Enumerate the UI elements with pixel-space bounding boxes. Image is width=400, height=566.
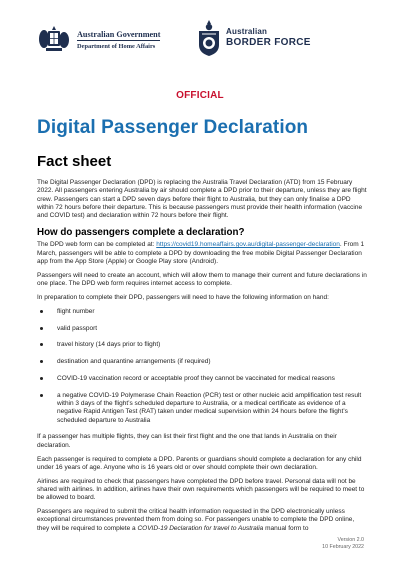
page-header [0, 0, 400, 78]
manual-form-title: COVID-19 Declaration for travel to Australia [137, 524, 264, 532]
manual-form-prefix: Passengers are required to submit the critical health information requested in the DPD electronically unless exceptional circumstances prevented them from doing so. For passengers unable to complete the DPD online, they will be required to complete a [37, 508, 355, 532]
list-item [37, 358, 367, 366]
page-footer [322, 537, 364, 551]
list-item-text: destination and quarantine arrangements (if required) [57, 358, 211, 366]
list-item [37, 375, 367, 383]
home-affairs-wordmark [77, 29, 160, 51]
list-item [37, 308, 367, 316]
webform-suffix: . From 1 March, passengers will be able to complete a DPD by downloading the free mobile Digital Passenger Declaration app from the App Store (Apple) or Google Play store (Android). [37, 241, 365, 266]
document-title: Digital Passenger Declaration [37, 117, 309, 138]
list-item-text: travel history (14 days prior to flight) [57, 341, 161, 349]
bullet-icon [40, 327, 43, 330]
preparation-paragraph: In preparation to complete their DPD, passengers will need to have the following information on hand: [37, 293, 329, 301]
webform-prefix: The DPD web form can be completed at: [37, 241, 157, 249]
airlines-paragraph: Airlines are required to check that passengers have completed the DPD before travel. Personal data will not be shared with airlines. In addition, airlines have their own requirements which passengers will be required to meet to be allowed to board. [37, 477, 365, 502]
abf-line-2: BORDER FORCE [226, 37, 311, 48]
account-paragraph: Passengers will need to create an account, which will allow them to manage their current and future declarations in one place. The DPD web form requires internet access to complete. [37, 271, 367, 288]
bullet-icon [40, 394, 43, 397]
list-item-text: flight number [57, 307, 95, 315]
abf-line-1: Australian [226, 27, 268, 36]
each-passenger-paragraph: Each passenger is required to complete a DPD. Parents or guardians should complete a declaration for any child under 16 years of age. Anyone who is 16 years old or over should complete their own declaration. [37, 455, 362, 471]
document-subtitle: Fact sheet [37, 153, 112, 170]
section-heading: How do passengers complete a declaration? [37, 227, 245, 239]
list-item-text: valid passport [57, 324, 98, 332]
list-item [37, 392, 367, 425]
document-body [37, 179, 367, 538]
webform-paragraph [37, 241, 367, 266]
classification-marking: OFFICIAL [176, 90, 224, 101]
manual-form-suffix: manual form to [263, 524, 309, 532]
list-item-text: COVID-19 vaccination record or acceptable proof they cannot be vaccinated for medical reasons [57, 374, 335, 382]
multiple-flights-paragraph: If a passenger has multiple flights, they can list their first flight and the one that lands in Australia on their declaration. [37, 433, 337, 449]
list-item [37, 341, 367, 349]
bullet-icon [40, 310, 43, 313]
bullet-icon [40, 360, 43, 363]
dpd-webform-link[interactable]: https://covid19.homeaffairs.gov.au/digital-passenger-declaration [156, 241, 340, 249]
border-force-logo [196, 18, 366, 62]
home-affairs-logo [37, 25, 197, 61]
required-info-list [37, 308, 367, 425]
border-force-crest-icon [196, 18, 222, 58]
intro-paragraph: The Digital Passenger Declaration (DPD) is replacing the Australia Travel Declaration (ATD) from 15 February 2022. All passengers entering Australia by air should complete a DPD prior to their departure, unless they are flight crew. Passengers can start a DPD seven days before their flight to Australia, but they can only finalise a DPD within 72 hours before their departure. This is because passengers must provide their health information (vaccine and COVID test) and declaration within 72 hours before their flight. [37, 179, 367, 220]
bullet-icon [40, 343, 43, 346]
date-label: 10 February 2022 [322, 544, 364, 550]
list-item-text: a negative COVID-19 Polymerase Chain Reaction (PCR) test or other nucleic acid amplification test result within 3 days of the flight’s scheduled departure to Australia, or a medical certificate as evidence of a negative Rapid Antigen Test (RAT) taken under medical supervision within 24 hours before the flight’s scheduled departure to Australia [57, 391, 362, 424]
list-item [37, 325, 367, 333]
coat-of-arms-icon [37, 25, 71, 55]
manual-form-paragraph [37, 508, 367, 533]
bullet-icon [40, 377, 43, 380]
border-force-wordmark [226, 26, 311, 48]
gov-line-2: Department of Home Affairs [77, 40, 160, 51]
gov-line-1: Australian Government [77, 30, 161, 39]
version-label: Version 2.0 [337, 537, 364, 543]
